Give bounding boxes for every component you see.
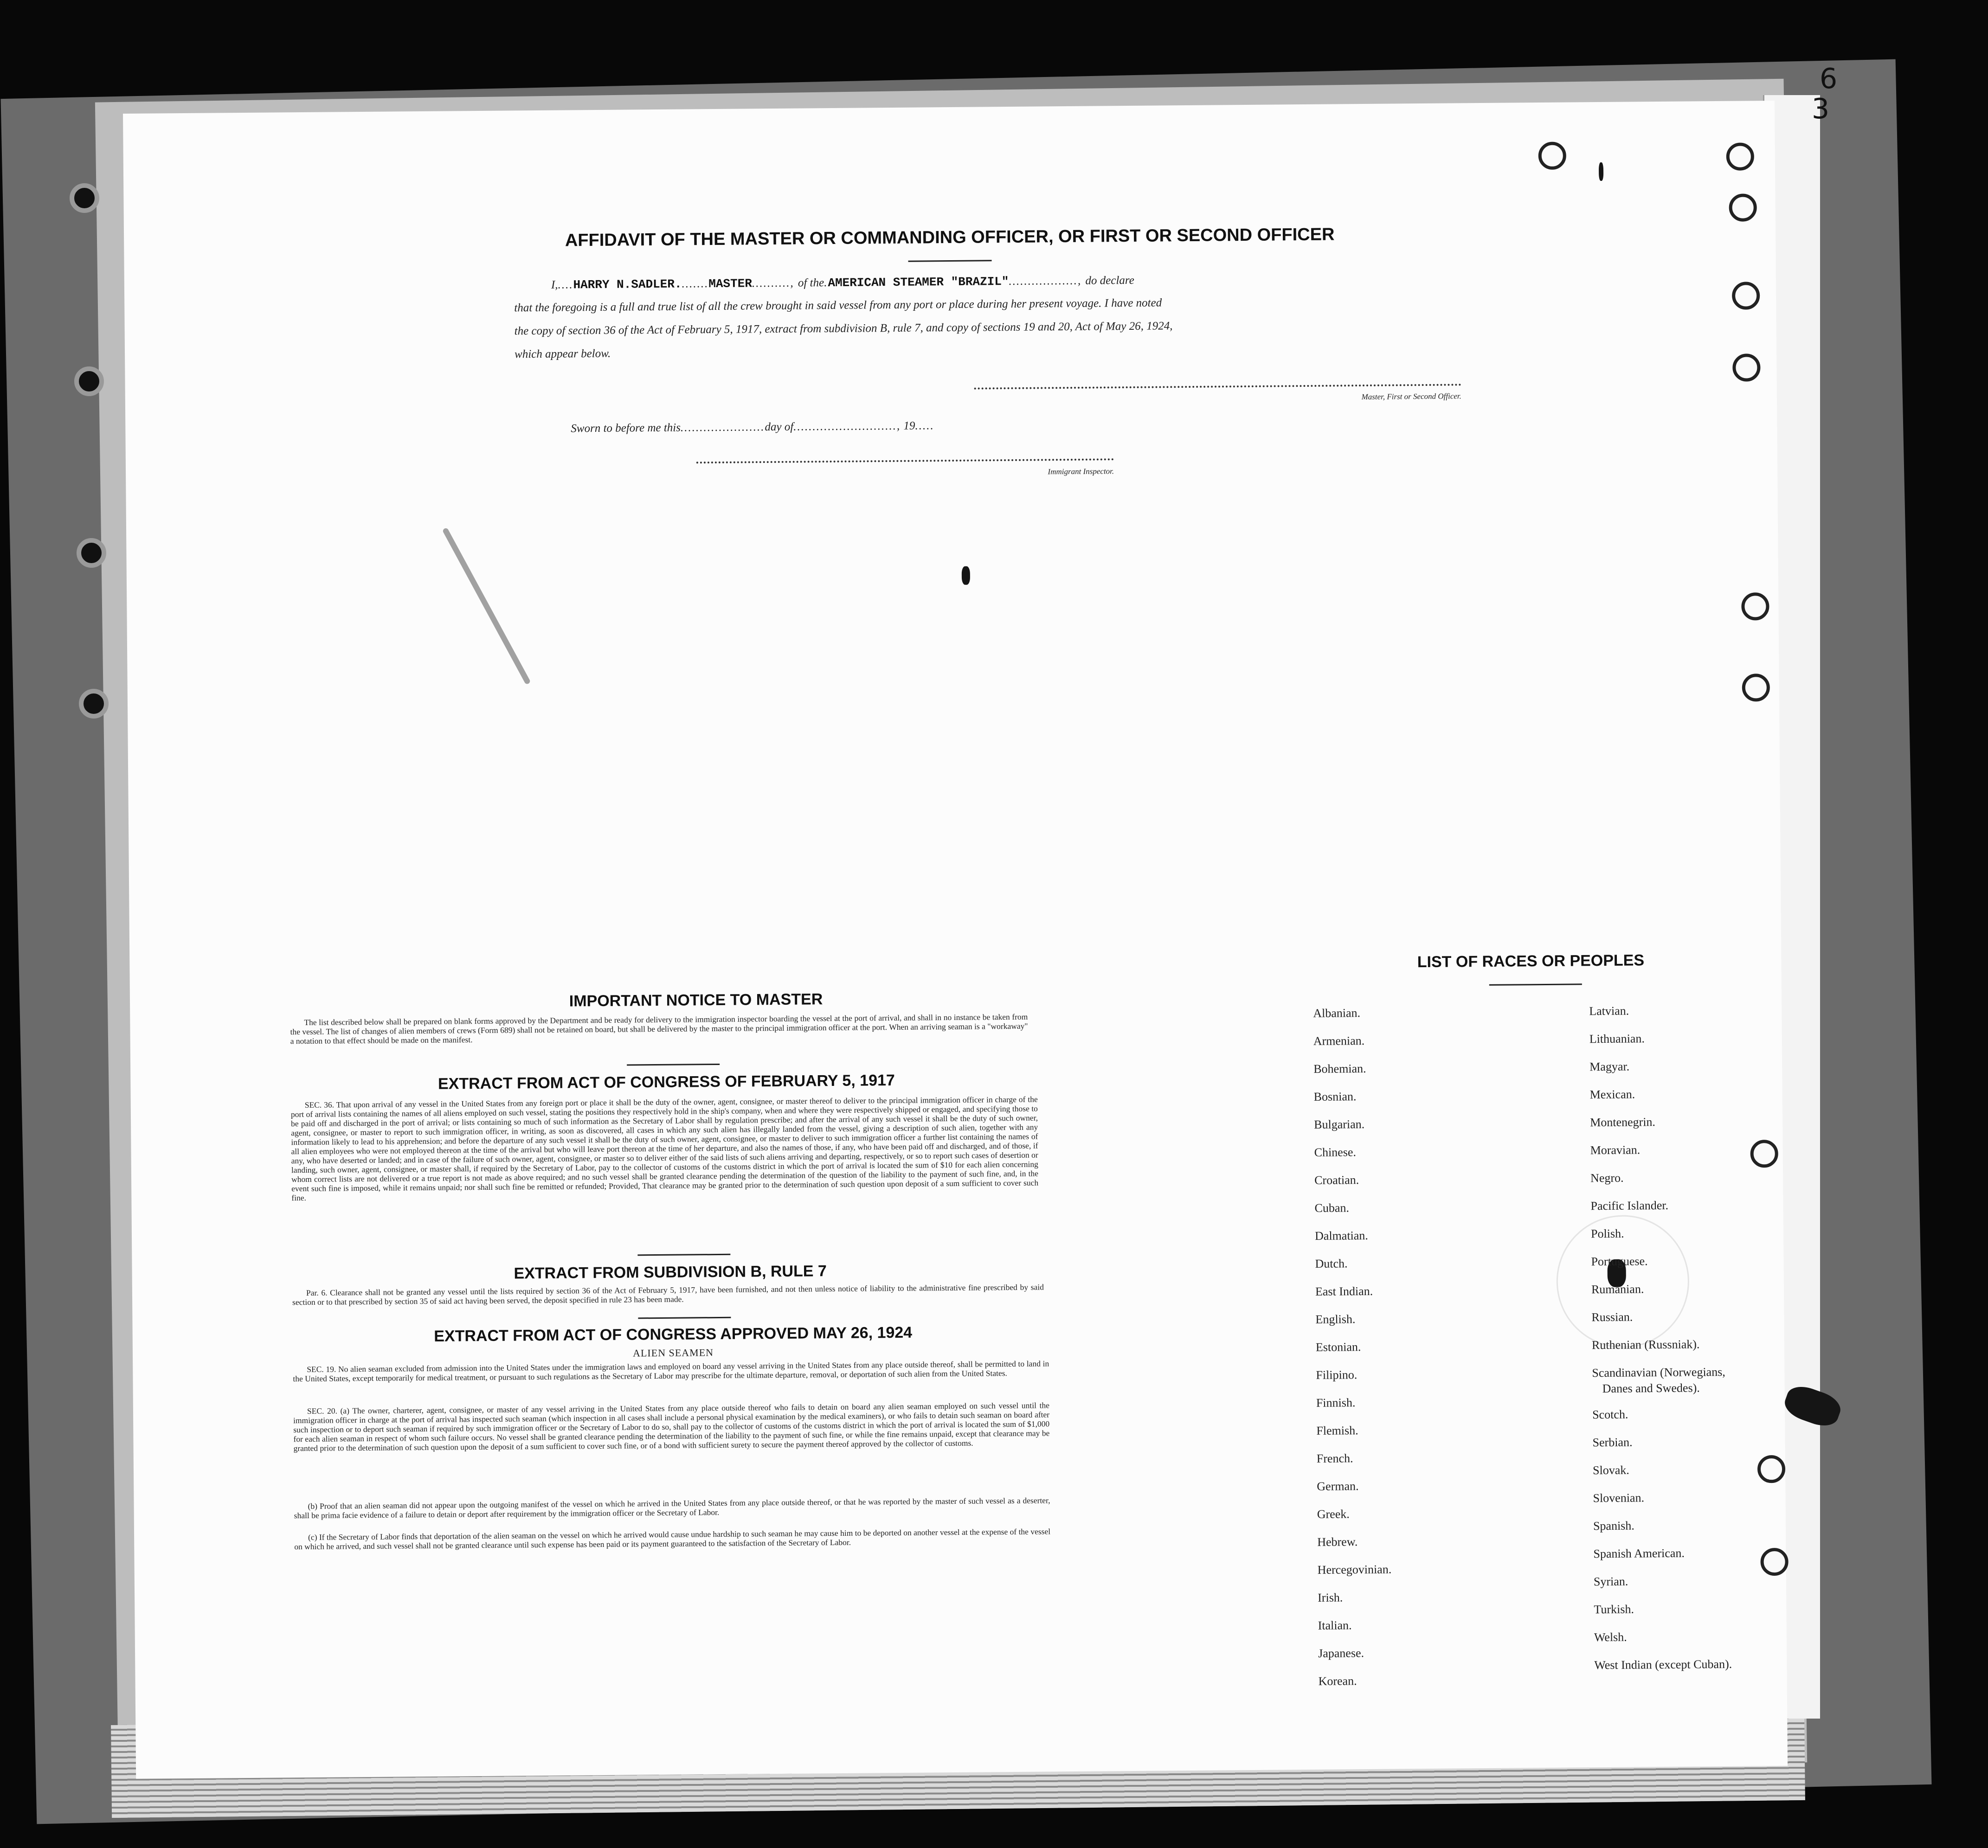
inspector-caption: Immigrant Inspector. (1048, 467, 1114, 476)
extract-rule7-text: Par. 6. Clearance shall not be granted any vessel until the lists required by section 36 of the Act of February 5, 1917, have been furnished, and not then unless notice of liability to the administrative fine prescribed by said section or to that prescribed by section 35 of said act having been served, the deposit specified in rule 23 has been made. (292, 1282, 1044, 1307)
race-item: Hebrew. (1317, 1535, 1358, 1549)
sec-20b-text: (b) Proof that an alien seaman did not appear upon the outgoing manifest of the vessel on which he arrived in the United States from any place outside thereof, or that he was reported by the master of such vessel as a deserter, shall be prima facie evidence of a failure to detain or deport after requirement by the immigration officer or the Secretary of Labor. (294, 1495, 1050, 1521)
master-rank: MASTER (708, 276, 753, 291)
race-item: Spanish. (1593, 1519, 1634, 1533)
races-left-column (1313, 1005, 1551, 1702)
master-signature-line (974, 384, 1461, 389)
punch-hole (1732, 353, 1760, 381)
races-title: LIST OF RACES OR PEOPLES (1417, 951, 1645, 971)
punch-hole (1538, 142, 1566, 170)
notice-title: IMPORTANT NOTICE TO MASTER (569, 990, 823, 1010)
affidavit-line-2: that the foregoing is a full and true list of all the crew brought in said vessel from any port or place during her present voyage. I have noted (514, 296, 1162, 314)
text: day of (765, 420, 794, 434)
race-item: Estonian. (1315, 1340, 1361, 1354)
race-item: Greek. (1317, 1507, 1350, 1521)
extract-1924-subtitle: ALIEN SEAMEN (632, 1347, 714, 1359)
race-item: Mexican. (1589, 1087, 1635, 1102)
notice-text: The list described below shall be prepared on blank forms approved by the Department and be ready for delivery to the immigration inspector boarding the vessel at the port of arrival, and shall in no instance be taken from the vessel. The list of changes of alien members of crews (Form 689) shall not be retained on board, but shall be delivered by the master to the principal immigration officer at the port. When an arriving seaman is a "workaway" a notation to that effect should be made on the manifest. (290, 1012, 1028, 1046)
text: of the (798, 276, 824, 289)
handwritten-mark: 3 (1812, 93, 1830, 125)
vessel-name: AMERICAN STEAMER "BRAZIL" (828, 275, 1009, 290)
text: do declare (1085, 274, 1134, 287)
binder-hole (77, 538, 106, 568)
race-item: Bohemian. (1313, 1062, 1366, 1076)
race-item: Bulgarian. (1314, 1117, 1365, 1131)
text: I, (551, 278, 558, 291)
race-item: Moravian. (1590, 1143, 1641, 1157)
punch-hole (1741, 592, 1769, 620)
punch-hole (1729, 193, 1756, 221)
race-item: Scandinavian (Norwegians, (1592, 1365, 1725, 1380)
affidavit-line-4: which appear below. (514, 347, 611, 361)
race-item: East Indian. (1315, 1284, 1373, 1298)
race-item: Finnish. (1316, 1396, 1356, 1410)
race-item: West Indian (except Cuban). (1594, 1657, 1732, 1672)
race-item: English. (1315, 1312, 1356, 1326)
races-right-column (1589, 1002, 1817, 1686)
race-item: Bosnian. (1313, 1090, 1357, 1104)
race-item: Negro. (1590, 1171, 1624, 1185)
divider (637, 1254, 730, 1256)
divider (908, 260, 992, 262)
race-item: Croatian. (1314, 1173, 1359, 1187)
binder-hole (70, 183, 99, 213)
sec-20c-text: (c) If the Secretary of Labor finds that deportation of the alien seaman on the vessel on which he arrived would cause undue hardship to such seaman he may cause him to be deported on another vessel at the expense of the vessel on which he arrived, and such vessel shall not be granted clearance until such expense has been paid or its payment guaranteed to the satisfaction of the Secretary of Labor. (294, 1527, 1051, 1552)
affidavit-title: AFFIDAVIT OF THE MASTER OR COMMANDING OFFICER, OR FIRST OR SECOND OFFICER (565, 225, 1335, 250)
race-item: Turkish. (1594, 1602, 1634, 1617)
text: 19 (903, 419, 915, 432)
ink-blot (962, 566, 970, 585)
race-item: Portuguese. (1591, 1254, 1648, 1269)
master-name: HARRY N.SADLER. (573, 277, 682, 292)
race-item: Slovak. (1592, 1463, 1629, 1477)
text: Sworn to before me this (571, 421, 681, 435)
race-item: Montenegrin. (1590, 1115, 1656, 1129)
signature-caption: Master, First or Second Officer. (1361, 391, 1461, 402)
divider (1489, 983, 1582, 986)
sec-20a-text: SEC. 20. (a) The owner, charterer, agent, consignee, or master of any vessel arriving in the United States from any place outside thereof who fails to detain on board any alien seaman employed on such vessel until the immigration officer in charge at the port of arrival has inspected such seaman (which inspection in all cases shall include a personal physical examination by the medical examiners), or who fails to detain such seaman on board after such inspection or to deport such seaman if required by such immigration officer or the Secretary of Labor to do so, shall pay to the collector of customs of the customs district in which the port of arrival is located the sum of $1,000 for each alien seaman in respect of whom such failure occurs. No vessel shall be granted clearance pending the determination of the liability to the payment of such fine, or while the fine remains unpaid, except that clearance may be granted prior to the determination of such question upon the deposit of a sum sufficient to cover such fine, or of a bond with sufficient surety to secure the payment thereof approved by the collector of customs. (293, 1400, 1050, 1453)
binder-hole (79, 689, 109, 719)
race-item: Polish. (1590, 1226, 1624, 1241)
race-item: Serbian. (1592, 1435, 1633, 1450)
race-item: Rumanian. (1591, 1282, 1644, 1296)
document-page (123, 101, 1788, 1779)
affidavit-line-1: I,....HARRY N.SADLER........MASTER.........., of the.AMERICAN STEAMER "BRAZIL".................., do declare (551, 274, 1134, 292)
race-item: Italian. (1318, 1618, 1352, 1632)
race-item: Dutch. (1315, 1257, 1348, 1270)
race-item: Filipino. (1316, 1368, 1358, 1382)
sworn-line: Sworn to before me this......................day of..........................., 19..... (571, 419, 934, 435)
extract-1917-text: SEC. 36. That upon arrival of any vessel in the United States from any foreign port or place it shall be the duty of the owner, agent, consignee, or master thereof to deliver to the principal immigration officer in charge of the port of arrival lists containing the names of all aliens employed on such vessel, stating the positions they respectively hold in the ship's company, when and where they were respectively shipped or engaged, and specifying those to be paid off and discharged in the port of arrival; or lists containing so much of such information as the Secretary of Labor shall by regulation prescribe; and after the arrival of any such vessel it shall be the duty of such owner, agent, consignee, or master to report to such immigration officer, in writing, as soon as discovered, all cases in which any such alien has illegally landed from the vessel, giving a description of such alien, together with any information likely to lead to his apprehension; and before the departure of any such vessel it shall be the duty of such owner, agent, consignee, or master to deliver to such immigration officer a further list containing the names of all alien employees who were not employed thereon at the time of the arrival but who will leave port thereon at the time of her departure, and also the names of those, if any, who have been paid off and discharged, and of those, if any, who have deserted or landed; and in case of the failure of such owner, agent, consignee, or master so to deliver either of the said lists of such aliens arriving and departing, respectively, or so to report such cases of desertion or landing, such owner, agent, consignee, or master shall, if required by the Secretary of Labor, pay to the collector of customs of the customs district in which the port of arrival is located the sum of $10 for each alien concerning whom correct lists are not delivered or a true report is not made as above required; and no such vessel shall be granted clearance pending the determination of the question of the liability to the payment of such fine, and, in the event such fine is imposed, while it remains unpaid; nor shall such fine be remitted or refunded; Provided, That clearance may be granted prior to the determination of such question upon deposit of a sum sufficient to cover such fine. (290, 1094, 1039, 1203)
handwritten-mark: 6 (1820, 63, 1838, 95)
extract-1917-title: EXTRACT FROM ACT OF CONGRESS OF FEBRUARY 5, 1917 (437, 1071, 895, 1093)
race-item: Chinese. (1314, 1145, 1357, 1159)
extract-rule7-title: EXTRACT FROM SUBDIVISION B, RULE 7 (514, 1262, 827, 1283)
race-item: French. (1316, 1451, 1353, 1465)
punch-hole (1732, 282, 1760, 309)
race-item: Scotch. (1592, 1407, 1628, 1422)
race-item: Slovenian. (1593, 1491, 1645, 1505)
race-item: German. (1317, 1479, 1359, 1493)
race-item: Dalmatian. (1314, 1228, 1368, 1243)
punch-hole (1742, 674, 1770, 701)
divider (627, 1064, 720, 1066)
race-item: Welsh. (1594, 1630, 1627, 1644)
race-item: Flemish. (1316, 1424, 1358, 1437)
race-item: Korean. (1318, 1674, 1357, 1688)
race-item: Hercegovinian. (1317, 1562, 1392, 1577)
race-item: Russian. (1591, 1310, 1633, 1324)
race-item: Danes and Swedes). (1602, 1381, 1700, 1396)
race-item: Armenian. (1313, 1034, 1365, 1048)
race-item: Albanian. (1313, 1006, 1361, 1020)
race-item: Magyar. (1589, 1059, 1630, 1074)
race-item: Ruthenian (Russniak). (1591, 1337, 1700, 1352)
race-item: Cuban. (1314, 1201, 1350, 1215)
race-item: Syrian. (1593, 1574, 1628, 1589)
race-item: Lithuanian. (1589, 1032, 1645, 1046)
inspector-signature-line (696, 458, 1114, 463)
race-item: Irish. (1318, 1591, 1343, 1604)
punch-hole (1726, 142, 1754, 170)
binder-hole (74, 366, 104, 396)
extract-1924-title: EXTRACT FROM ACT OF CONGRESS APPROVED MAY 26, 1924 (434, 1323, 913, 1345)
race-item: Spanish American. (1593, 1546, 1685, 1561)
race-item: Japanese. (1318, 1646, 1364, 1660)
sec-19-text: SEC. 19. No alien seaman excluded from admission into the United States under the immigration laws and employed on board any vessel arriving in the United States from any place outside thereof, shall be permitted to land in the United States, except temporarily for medical treatment, or pursuant to such regulations as the Secretary of Labor may prescribe for the ultimate departure, removal, or deportation of such alien from the United States. (293, 1359, 1049, 1384)
race-item: Latvian. (1589, 1004, 1629, 1018)
ink-smear (442, 527, 531, 685)
divider (638, 1317, 731, 1319)
race-item: Pacific Islander. (1590, 1198, 1669, 1213)
affidavit-line-3: the copy of section 36 of the Act of February 5, 1917, extract from subdivision B, rule 7, and copy of sections 19 and 20, Act of May 26, 1924, (514, 320, 1173, 338)
ink-mark (1599, 162, 1603, 181)
